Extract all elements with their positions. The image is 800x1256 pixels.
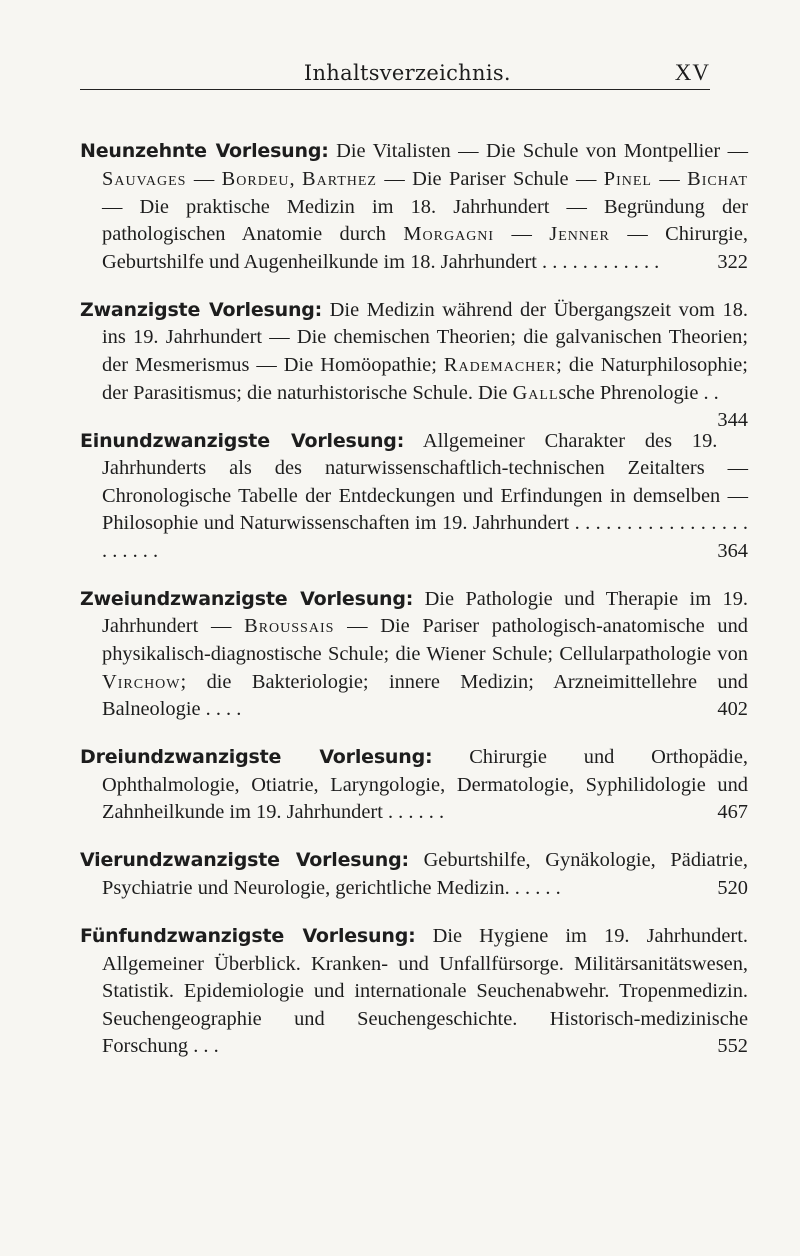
dot-leader: . . <box>698 381 719 404</box>
entry-text: Die Pathologie und Therapie im 19. Jahrhundert — <box>102 587 748 638</box>
dot-leader: . . . . . . <box>382 801 445 824</box>
author-name: Bordeu <box>221 167 290 190</box>
toc-entry <box>80 297 749 432</box>
entry-text: Die Hygiene im 19. Jahrhundert. Allgemeiner Überblick. Kranken- und Unfallfürsorge. Militärsanitätswesen, Statistik. Epidemiologie und internationale Seuchenabwehr. Tropenmedizin. Seuchengeographie und Seuchengeschichte. Historisch-medizinische Forschung <box>102 924 748 1058</box>
lecture-heading: Vierundzwanzigste Vorlesung: <box>80 849 409 872</box>
entry-text: — <box>186 167 222 190</box>
entry-text: Die Medizin während der Übergangszeit vom 18. ins 19. Jahrhundert — Die chemischen Theorien; die galvanischen Theorien; der Mesmerismus — Die Homöopathie; <box>102 298 749 376</box>
author-name: Pinel <box>603 167 652 190</box>
dot-leader: . . . . . . <box>504 877 561 899</box>
entry-page-number: 402 <box>717 698 748 721</box>
dot-leader: . . . <box>188 1035 219 1058</box>
lecture-heading: Einundzwanzigste Vorlesung: <box>80 429 405 452</box>
page-number: XV <box>674 60 710 85</box>
dot-leader: . . . . . . . . . . . . <box>536 250 660 273</box>
toc-entry <box>80 138 748 276</box>
entry-text: sche Phrenologie <box>558 381 699 404</box>
toc-entry <box>80 923 748 1061</box>
toc-entry <box>80 744 748 827</box>
dot-leader: . . . . <box>200 698 242 721</box>
table-of-contents <box>80 118 748 1078</box>
author-name: Jenner <box>549 223 610 246</box>
lecture-heading: Fünfundzwanzigste Vorlesung: <box>80 924 416 947</box>
dot-leader: . . . . . . . . . . . . . . . . . . . . . . . <box>102 512 748 562</box>
entry-text: — Chirurgie, Geburtshilfe und Augenheilkunde im 18. Jahrhundert <box>102 223 748 273</box>
entry-text: Geburtshilfe, Gynäkologie, Pädiatrie, Psychiatrie und Neurologie, gerichtliche Medizin <box>102 849 749 899</box>
entry-text: ; die Bakteriologie; innere Medizin; Arzneimittellehre und Balneologie <box>102 670 748 721</box>
entry-text: Allgemeiner Charakter des 19. Jahrhunderts als des naturwissenschaftlich-technischen Zeitalters — Chronologische Tabelle der Entdeckungen und Erfindungen in demselben — Philosophie und Naturwissenschaften im 19. Jahrhundert <box>102 429 748 535</box>
author-name: Sauvages <box>102 167 187 190</box>
entry-text: Die Vitalisten — Die Schule von Montpellier — <box>328 140 748 163</box>
running-header <box>80 55 710 90</box>
author-name: Gall <box>512 381 559 404</box>
entry-page-number: 322 <box>717 250 748 273</box>
toc-entry <box>80 428 748 566</box>
author-name: Barthez <box>301 167 377 190</box>
lecture-heading: Zwanzigste Vorlesung: <box>80 298 323 321</box>
entry-page-number: 520 <box>717 877 748 899</box>
entry-text: — <box>494 223 550 246</box>
author-name: Broussais <box>244 615 335 638</box>
entry-page-number: 552 <box>717 1035 748 1058</box>
entry-text: — Die Pariser Schule — <box>376 167 604 190</box>
running-title: Inhaltsverzeichnis. <box>303 61 511 85</box>
entry-text: Chirurgie und Orthopädie, Ophthalmologie, Otiatrie, Laryngologie, Dermatologie, Syphilidologie und Zahnheilkunde im 19. Jahrhundert <box>102 746 749 824</box>
entry-text: — Die Pariser pathologisch-anatomische und physikalisch-diagnostische Schule; die Wiener Schule; Cellularpathologie von <box>102 615 748 666</box>
entry-page-number: 364 <box>717 539 748 562</box>
entry-text: — <box>651 167 688 190</box>
entry-page-number: 467 <box>717 801 748 824</box>
toc-entry <box>80 586 748 724</box>
toc-entry <box>80 847 748 902</box>
lecture-heading: Zweiundzwanzigste Vorlesung: <box>80 587 414 610</box>
entry-text: , <box>289 167 302 190</box>
entry-text: — Die praktische Medizin im 18. Jahrhundert — Begründung der pathologischen Anatomie durch <box>102 195 748 246</box>
author-name: Morgagni <box>403 223 495 246</box>
entry-page-number: 344 <box>717 409 748 432</box>
author-name: Rademacher <box>443 353 557 376</box>
lecture-heading: Neunzehnte Vorlesung: <box>80 140 329 163</box>
lecture-heading: Dreiundzwanzigste Vorlesung: <box>80 746 433 769</box>
entry-text: ; die Naturphilosophie; der Parasitismus; die naturhistorische Schule. Die <box>102 353 748 404</box>
author-name: Virchow <box>102 670 181 693</box>
author-name: Bichat <box>687 167 748 190</box>
